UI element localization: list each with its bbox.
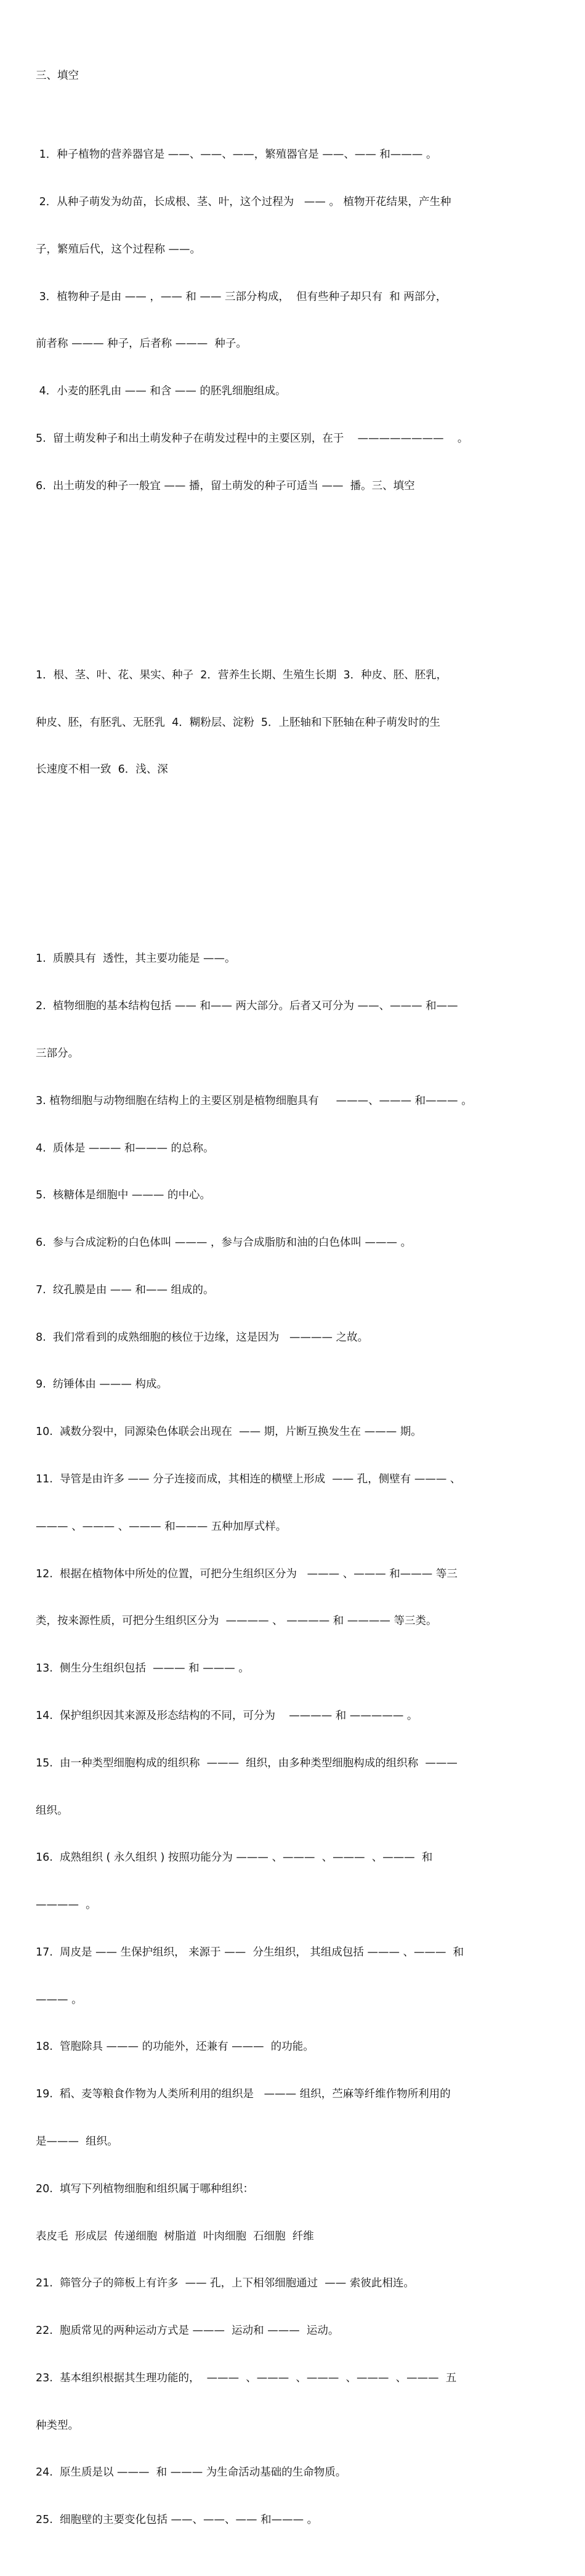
spacer [36, 573, 549, 589]
question-line: 18. 管胞除具 ——— 的功能外，还兼有 ——— 的功能。 [36, 2041, 314, 2054]
section-heading: 三、填空 [36, 70, 79, 83]
answer-block [36, 636, 549, 810]
question-line: ——— 、——— 、——— 和——— 五种加厚式样。 [36, 1520, 287, 1533]
section2-questions [36, 920, 549, 2560]
question-line: 9. 纺锤体由 ——— 构成。 [36, 1378, 167, 1391]
question-line: ———— 。 [36, 1899, 97, 1912]
question-line: 17. 周皮是 —— 生保护组织， 来源于 —— 分生组织， 其组成包括 ——— 、——— 和 [36, 1946, 464, 1959]
question-line: 12. 根据在植物体中所处的位置，可把分生组织区分为 ——— 、——— 和——— 等三 [36, 1567, 458, 1580]
question-line: 22. 胞质常见的两种运动方式是 ——— 运动和 ——— 运动。 [36, 2325, 339, 2338]
question-line: 15. 由一种类型细胞构成的组织称 ——— 组织，由多种类型细胞构成的组织称 ——— [36, 1757, 458, 1769]
question-line: 5. 核糖体是细胞中 ——— 的中心。 [36, 1189, 211, 1202]
question-line: 10. 减数分裂中，同源染色体联会出现在 —— 期，片断互换发生在 ——— 期。 [36, 1426, 422, 1439]
spacer [36, 857, 549, 873]
question-line: 13. 侧生分生组织包括 ——— 和 ——— 。 [36, 1662, 249, 1675]
document-page [36, 37, 549, 2576]
section1-questions [36, 116, 549, 526]
question-line: 24. 原生质是以 ——— 和 ——— 为生命活动基础的生命物质。 [36, 2466, 347, 2479]
question-line: 表皮毛 形成层 传递细胞 树脂道 叶肉细胞 石细胞 纤维 [36, 2230, 314, 2243]
question-line: 子，繁殖后代，这个过程称 ——。 [36, 243, 201, 256]
question-line: 6. 参与合成淀粉的白色体叫 ——— ，参与合成脂肪和油的白色体叫 ——— 。 [36, 1237, 412, 1249]
question-line: 25. 细胞壁的主要变化包括 ——、——、—— 和——— 。 [36, 2514, 318, 2527]
question-line: 类，按来源性质，可把分生组织区分为 ———— 、 ———— 和 ———— 等三类。 [36, 1615, 437, 1628]
question-line: 11. 导管是由许多 —— 分子连接而成，其相连的横壁上形成 —— 孔，侧壁有 ——— 、 [36, 1473, 461, 1486]
question-line: 1．种子植物的营养器官是 ——、——、——，繁殖器官是 ——、—— 和——— 。 [36, 148, 437, 161]
answer-line: 长速度不相一致 6．浅、深 [36, 763, 168, 776]
question-line: 4. 质体是 ——— 和——— 的总称。 [36, 1142, 214, 1155]
question-line: 三部分。 [36, 1047, 79, 1060]
question-line: 前者称 ——— 种子，后者称 ——— 种子。 [36, 338, 247, 351]
question-line: 种类型。 [36, 2419, 79, 2432]
question-line: 是——— 组织。 [36, 2135, 118, 2148]
question-line: 4．小麦的胚乳由 —— 和含 —— 的胚乳细胞组成。 [36, 385, 286, 398]
question-line: 3．植物种子是由 —— ，—— 和 —— 三部分构成， 但有些种子却只有 和 两部分， [36, 290, 447, 303]
answer-line: 种皮、胚，有胚乳、无胚乳 4．糊粉层、淀粉 5．上胚轴和下胚轴在种子萌发时的生 [36, 716, 441, 729]
answer-line: 1．根、茎、叶、花、果实、种子 2．营养生长期、生殖生长期 3．种皮、胚、胚乳， [36, 668, 448, 681]
question-line: 2．从种子萌发为幼苗，长成根、茎、叶，这个过程为 —— 。 植物开花结果，产生种 [36, 195, 451, 208]
question-line: 7. 纹孔膜是由 —— 和—— 组成的。 [36, 1283, 214, 1296]
question-line: 8. 我们常看到的成熟细胞的核位于边缘，这是因为 ———— 之故。 [36, 1331, 369, 1344]
question-line: 21. 筛管分子的筛板上有许多 —— 孔，上下相邻细胞通过 —— 索彼此相连。 [36, 2277, 414, 2290]
question-line: 3. 植物细胞与动物细胞在结构上的主要区别是植物细胞具有 ———、——— 和——— 。 [36, 1094, 472, 1107]
question-line: 5. 留土萌发种子和出土萌发种子在萌发过程中的主要区别，在于 ———————— 。 [36, 432, 469, 445]
question-line: 19. 稻、麦等粮食作物为人类所利用的组织是 ——— 组织，苎麻等纤维作物所利用的 [36, 2088, 451, 2101]
question-line: 20. 填写下列植物细胞和组织属于哪种组织： [36, 2182, 254, 2195]
question-line: 1. 质膜具有 透性，其主要功能是 ——。 [36, 953, 236, 965]
question-line: 16. 成熟组织 ( 永久组织 ) 按照功能分为 ——— 、——— 、——— 、——— 和 [36, 1851, 433, 1864]
question-line: 23. 基本组织根据其生理功能的， ——— 、——— 、——— 、——— 、——— 五 [36, 2371, 457, 2384]
question-line: 6. 出土萌发的种子一般宜 —— 播，留土萌发的种子可适当 —— 播。三、填空 [36, 479, 415, 492]
question-line: 2. 植物细胞的基本结构包括 —— 和—— 两大部分。后者又可分为 ——、——— 和—— [36, 1000, 458, 1013]
question-line: 14. 保护组织因其来源及形态结构的不同，可分为 ———— 和 ————— 。 [36, 1709, 418, 1722]
question-line: ——— 。 [36, 1993, 83, 2006]
question-line: 组织。 [36, 1804, 68, 1817]
